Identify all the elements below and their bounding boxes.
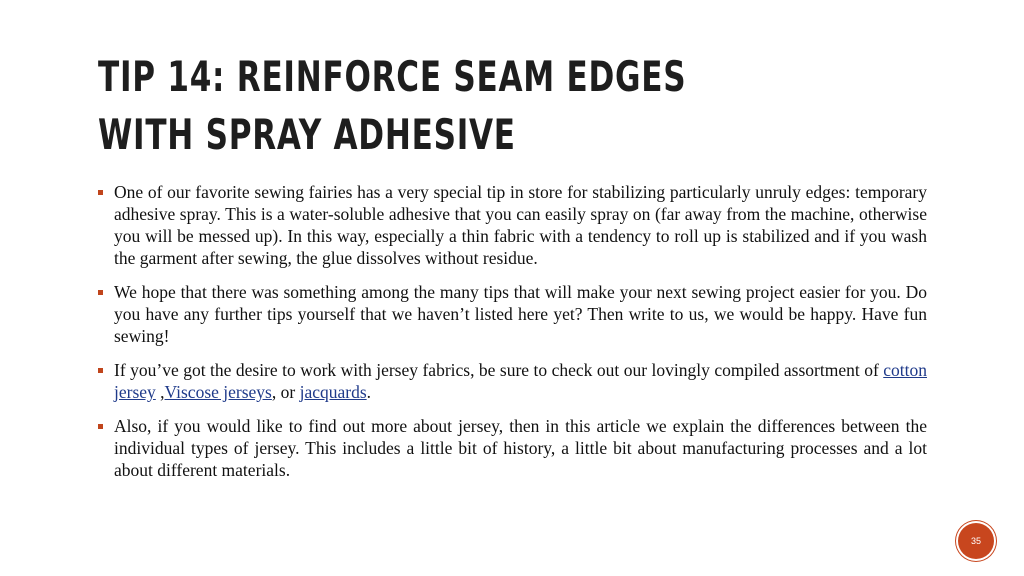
suffix-text: . [366, 382, 372, 402]
bullet-item [98, 181, 927, 269]
slide-body [98, 181, 927, 493]
square-bullet-icon [98, 368, 103, 373]
square-bullet-icon [98, 424, 103, 429]
jacquards-link[interactable]: jacquards [299, 382, 367, 402]
square-bullet-icon [98, 190, 103, 195]
page-number-badge [958, 523, 994, 559]
bullet-text: Also, if you would like to find out more about jersey, then in this article we explain the differences between the individual types of jersey. This includes a little bit of history, a little bit about manufacturing processes and a lot about different materials. [114, 416, 927, 480]
bullet-item [98, 359, 927, 403]
bullet-item [98, 281, 927, 347]
bullet-list [98, 181, 927, 481]
separator-text: , or [271, 382, 300, 402]
bullet-text: We hope that there was something among the many tips that will make your next sewing project easier for you. Do you have any further tips yourself that we haven’t listed here yet? Then write to us, we would be happy. Have fun sewing! [114, 282, 927, 346]
bullet-text: If you’ve got the desire to work with jersey fabrics, be sure to check out our lovingly compiled assortment of [114, 360, 884, 380]
slide-title: TIP 14: REINFORCE SEAM EDGES WITH SPRAY ADHESIVE [98, 52, 687, 159]
separator-text: , [155, 382, 165, 402]
bullet-text: One of our favorite sewing fairies has a very special tip in store for stabilizing particularly unruly edges: temporary adhesive spray. This is a water-soluble adhesive that you can easily spray on (far away from the machine, otherwise you will be messed up). In this way, especially a thin fabric with a tendency to roll up is stabilized and if you wash the garment after sewing, the glue dissolves without residue. [114, 182, 927, 268]
cotton-jersey-link[interactable]: cotton jersey [114, 360, 927, 402]
viscose-jerseys-link[interactable]: Viscose jerseys [164, 382, 272, 402]
bullet-item [98, 415, 927, 481]
square-bullet-icon [98, 290, 103, 295]
page-number: 35 [970, 536, 981, 546]
